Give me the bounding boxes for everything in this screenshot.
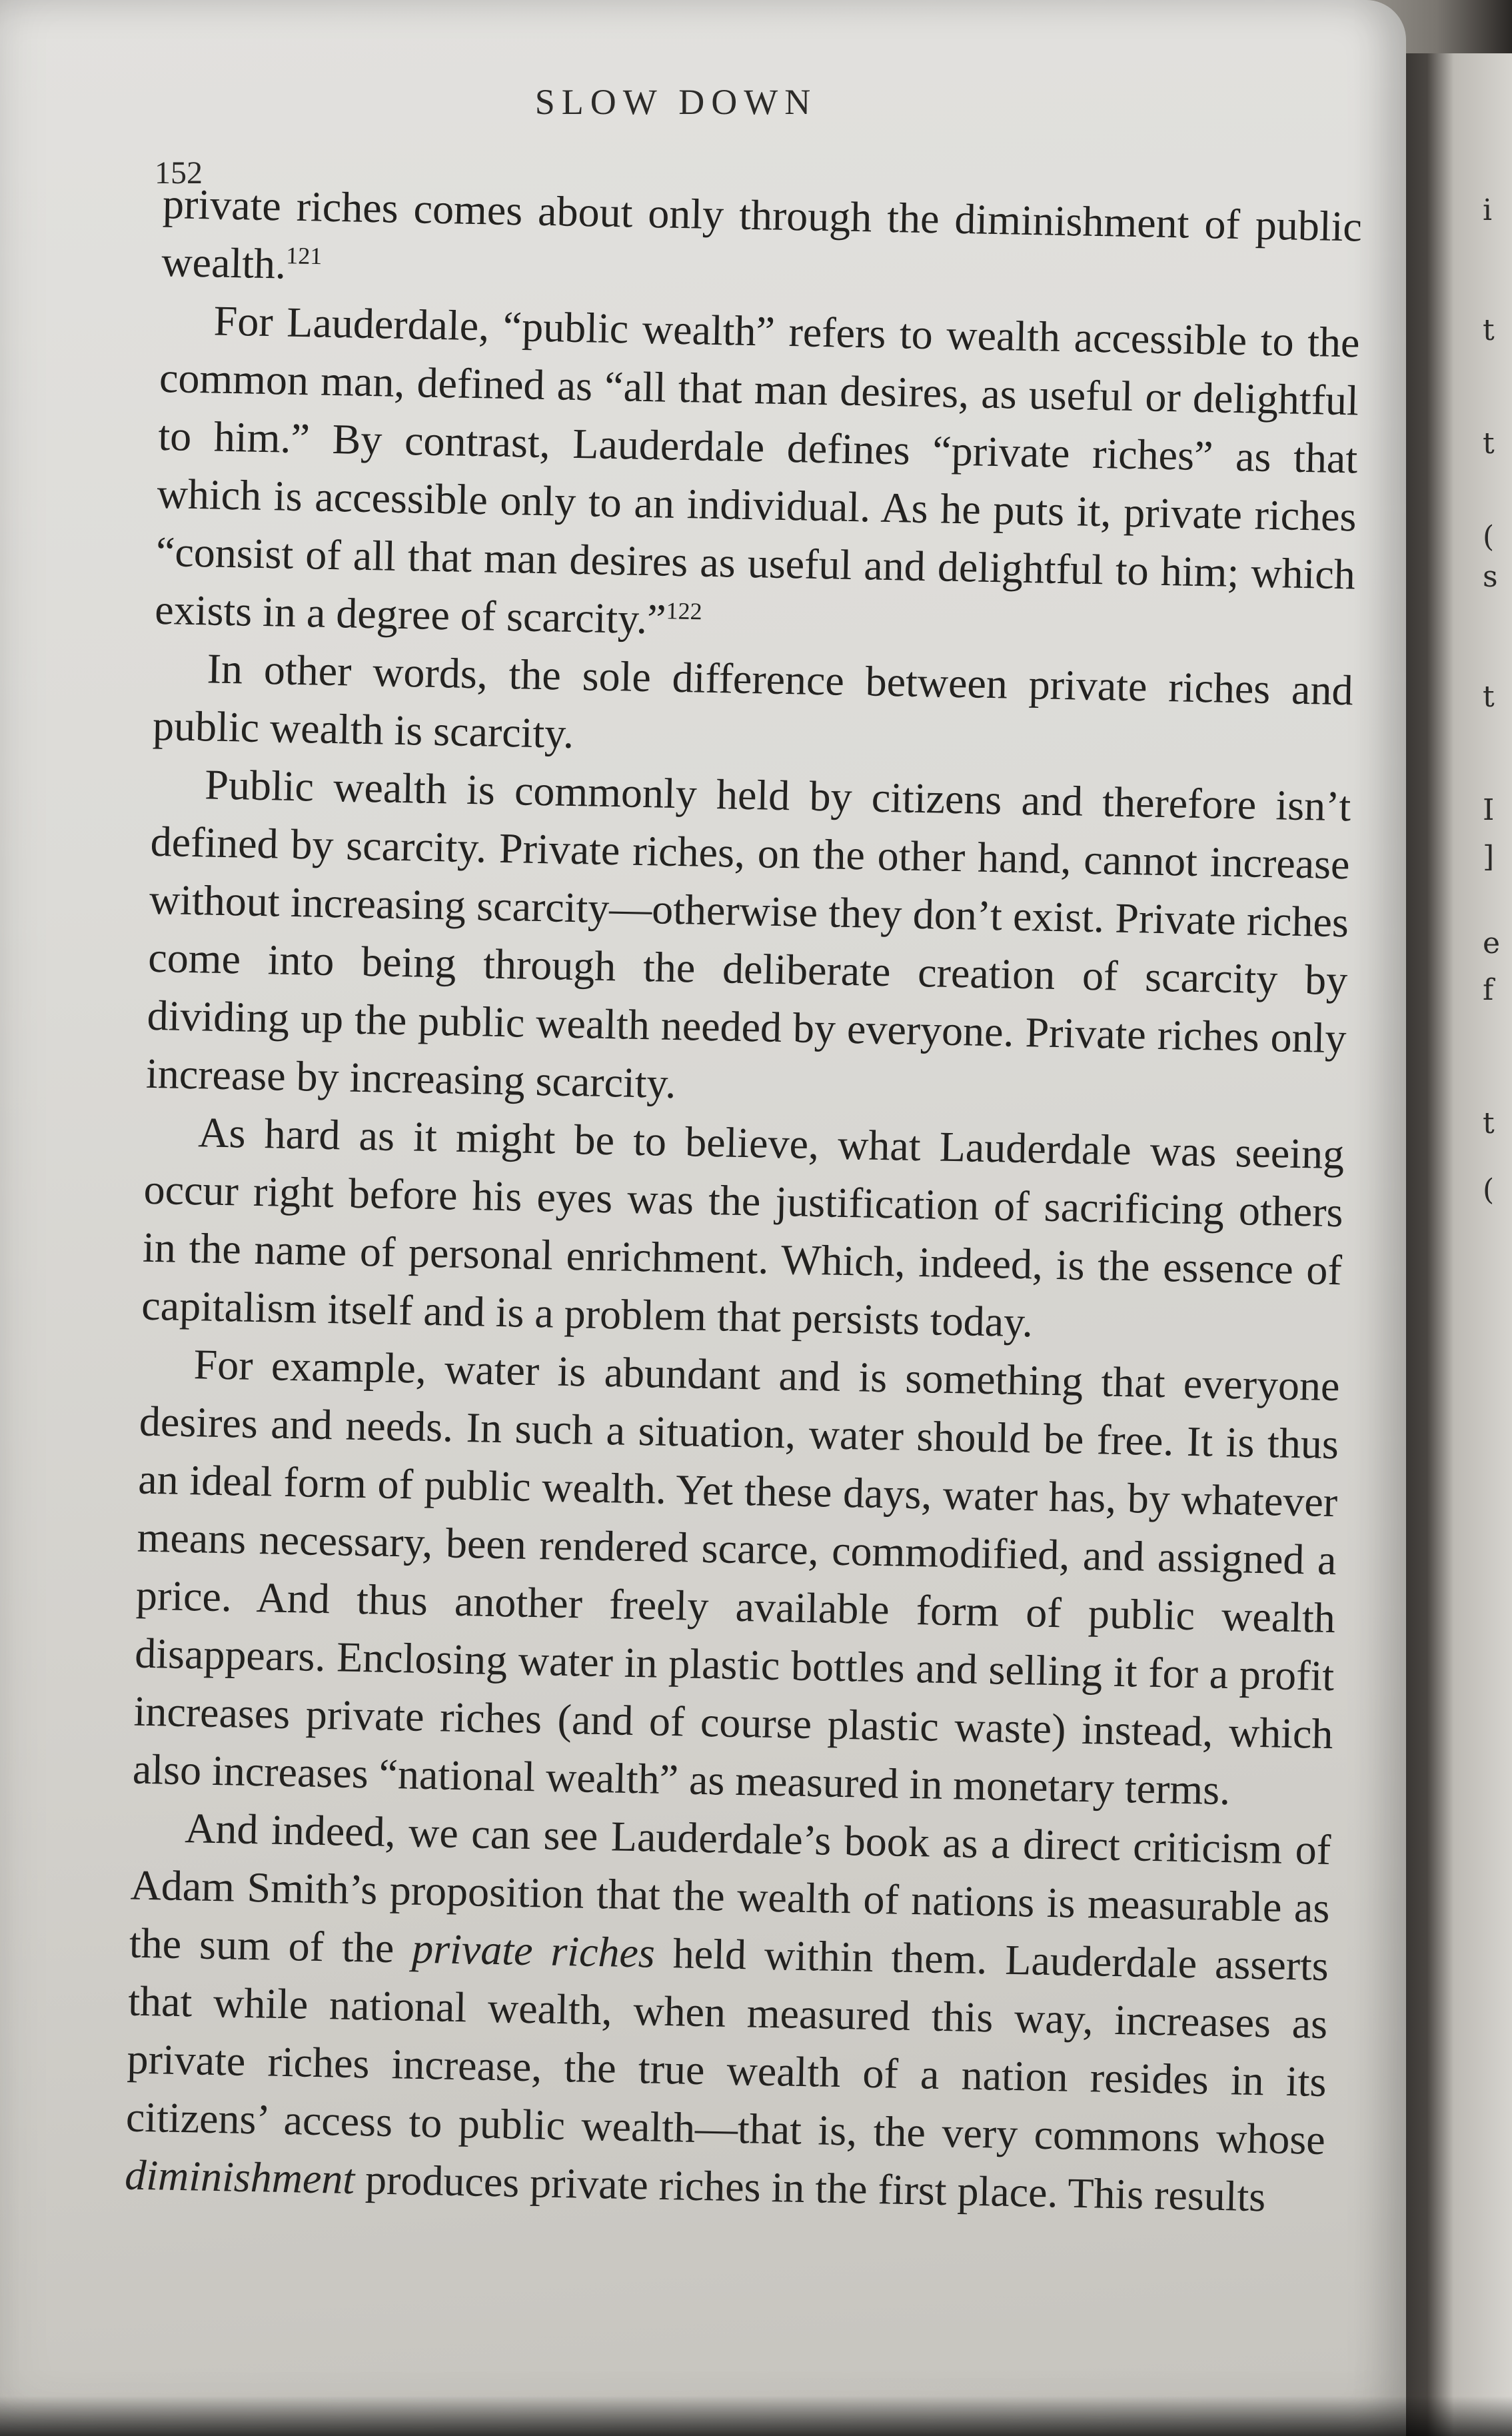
paragraph-text: And indeed, we can see Lauderdale’s book as a direct criticism of Adam Smith’s proposition that the wealth of nations is measurable as the sum of the xyxy=(129,1804,1331,1972)
facing-page-glyph: s xyxy=(1483,560,1498,594)
facing-page-glyph: ] xyxy=(1483,840,1495,874)
paragraph xyxy=(132,1334,1340,1821)
paragraph xyxy=(152,638,1353,778)
facing-page-glyph: t xyxy=(1483,680,1495,714)
facing-page-glyph: t xyxy=(1483,427,1495,461)
footnote-marker: 122 xyxy=(666,597,703,625)
paragraph-text: private riches comes about only through the diminishment of public wealth. xyxy=(161,179,1363,288)
paragraph-text: For example, water is abundant and is something that everyone desires and needs. In such a situation, water should be free. It is thus an ideal form of public wealth. Yet these days, water has, by whatever means necessary, been rendered scarce, commodified, and assigned a price. And thus another freely available form of public wealth disappears. Enclosing water in plastic bottles and selling it for a profit increases private riches (and of course plastic waste) instead, which also increases “national wealth” as measured in monetary terms. xyxy=(132,1340,1341,1814)
paragraph xyxy=(125,1798,1331,2227)
facing-page-glyph: t xyxy=(1483,1106,1495,1140)
facing-page-glyph: ( xyxy=(1483,1173,1495,1207)
page-number: 152 xyxy=(155,155,203,191)
italic-text: private riches xyxy=(411,1924,656,1977)
paragraph-text: For Lauderdale, “public wealth” refers to wealth accessible to the common man, defined as “all that man desires, as useful or delightful to him.” By contrast, Lauderdale defines “private riches” as that which is accessible only to an individual. As he puts it, private riches “consist of all that man desires as useful and delightful to him; which exists in a degree of scarcity.” xyxy=(154,297,1361,643)
facing-page-edge xyxy=(1406,53,1512,2436)
paragraph-text: produces private riches in the first place. This results xyxy=(354,2155,1266,2221)
running-head: SLOW DOWN xyxy=(534,82,818,122)
facing-page-glyph: ( xyxy=(1483,520,1495,554)
footnote-marker: 121 xyxy=(285,242,323,270)
italic-text: diminishment xyxy=(124,2151,355,2203)
facing-page-glyph: f xyxy=(1483,973,1494,1007)
body-text xyxy=(125,175,1363,2227)
facing-page-glyph: I xyxy=(1483,793,1495,827)
bottom-shadow xyxy=(0,2396,1512,2436)
facing-page-glyph: i xyxy=(1483,193,1493,227)
paragraph-text: held within them. Lauderdale asserts that while national wealth, when measured this way, increases as private riches increase, the true wealth of a nation resides in its citizens’ access to public wealth—that is, the very commons whose xyxy=(125,1929,1329,2164)
facing-page-glyph: e xyxy=(1483,926,1501,960)
facing-page-glyph: t xyxy=(1483,313,1495,347)
paragraph xyxy=(161,175,1363,314)
paragraph xyxy=(145,754,1351,1125)
paragraph xyxy=(141,1102,1345,1357)
paragraph xyxy=(155,291,1361,661)
paragraph-text: Public wealth is commonly held by citizens and therefore isn’t defined by scarcity. Private riches, on the other hand, cannot increase without increasing scarcity—otherwise they don’t exist. Private riches come into being through the deliberate creation of scarcity by dividing up the public wealth needed by everyone. Private riches only increase by increasing scarcity. xyxy=(145,760,1351,1108)
paragraph-text: As hard as it might be to believe, what Lauderdale was seeing occur right before his eyes was the justification of sacrificing others in the name of personal enrichment. Which, indeed, is the essence of capitalism itself and is a problem that persists today. xyxy=(141,1108,1345,1346)
paragraph-text: In other words, the sole difference between private riches and public wealth is scarcity. xyxy=(152,644,1354,757)
